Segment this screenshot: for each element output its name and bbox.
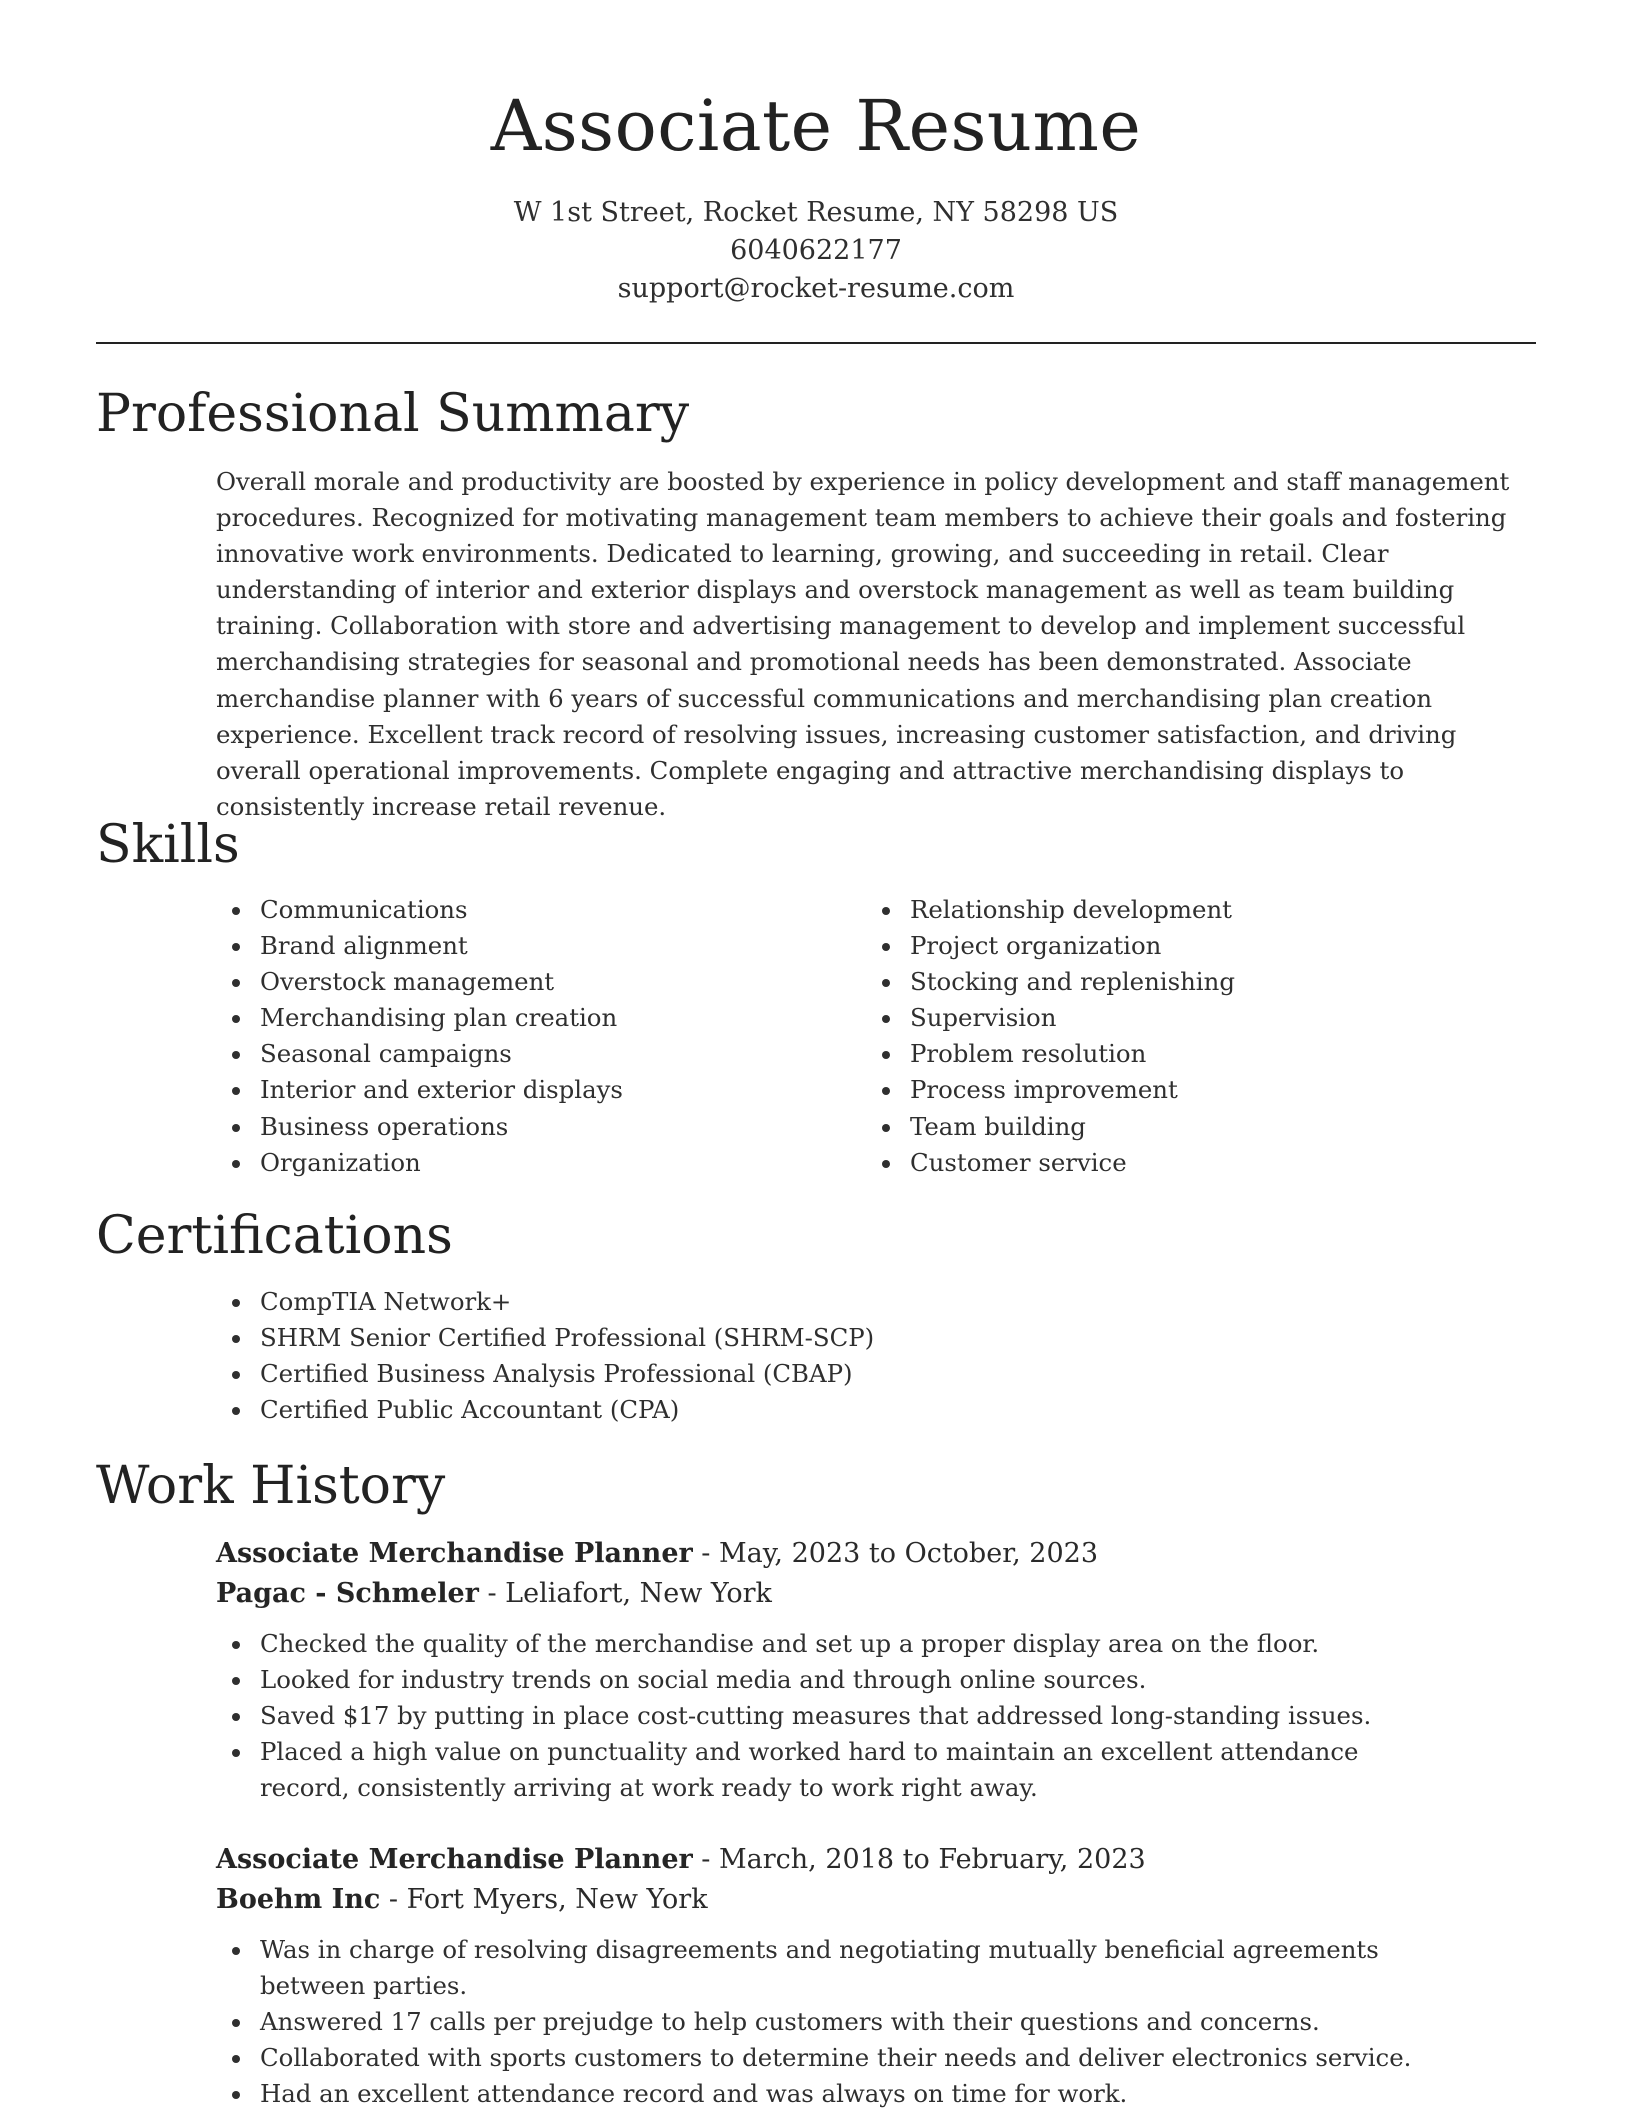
skill-item: Process improvement: [866, 1072, 1506, 1108]
job-duty: Answered 17 calls per prejudge to help customers with their questions and concerns.: [216, 2004, 1446, 2040]
job-location: - Fort Myers, New York: [380, 1884, 708, 1915]
certification-item: SHRM Senior Certified Professional (SHRM-SCP): [216, 1320, 1216, 1356]
job-duty: Had an excellent attendance record and was always on time for work.: [216, 2076, 1446, 2112]
skill-item: Problem resolution: [866, 1036, 1506, 1072]
skill-item: Customer service: [866, 1145, 1506, 1181]
job-title-line: [216, 1534, 1536, 1574]
job-company: Pagac - Schmeler: [216, 1578, 479, 1609]
skills-heading: Skills: [96, 815, 240, 875]
job-position: Associate Merchandise Planner: [216, 1844, 693, 1875]
skill-item: Seasonal campaigns: [216, 1036, 856, 1072]
job-duty: Placed a high value on punctuality and worked hard to maintain an excellent attendance record, consistently arriving at work ready to work right away.: [216, 1734, 1446, 1806]
resume-header: [0, 84, 1632, 308]
job-title-line: [216, 1840, 1536, 1880]
job-entry: [216, 1534, 1536, 1806]
skill-item: Project organization: [866, 928, 1506, 964]
skill-item: Stocking and replenishing: [866, 964, 1506, 1000]
job-duty: Collaborated with sports customers to determine their needs and deliver electronics service.: [216, 2040, 1446, 2076]
skill-item: Interior and exterior displays: [216, 1072, 856, 1108]
skill-item: Relationship development: [866, 892, 1506, 928]
summary-heading: Professional Summary: [96, 384, 690, 444]
job-company: Boehm Inc: [216, 1884, 381, 1915]
contact-address: W 1st Street, Rocket Resume, NY 58298 US: [513, 197, 1119, 228]
skill-item: Supervision: [866, 1000, 1506, 1036]
job-dates: - March, 2018 to February, 2023: [692, 1844, 1146, 1875]
summary-text: Overall morale and productivity are boosted by experience in policy development and staff management procedures. Recognized for motivating management team members to achieve their goals and fostering innovative work environments. Dedicated to learning, growing, and succeeding in retail. Clear understanding of interior and exterior displays and overstock management as well as team building training. Collaboration with store and advertising management to develop and implement successful merchandising strategies for seasonal and promotional needs has been demonstrated. Associate merchandise planner with 6 years of successful communications and merchandising plan creation experience. Excellent track record of resolving issues, increasing customer satisfaction, and driving overall operational improvements. Complete engaging and attractive merchandising displays to consistently increase retail revenue.: [216, 467, 1510, 821]
skill-item: Overstock management: [216, 964, 856, 1000]
skill-item: Merchandising plan creation: [216, 1000, 856, 1036]
job-duty: Saved $17 by putting in place cost-cutting measures that addressed long-standing issues.: [216, 1698, 1446, 1734]
resume-name: Associate Resume: [490, 85, 1142, 167]
job-duty: Was in charge of resolving disagreements and negotiating mutually beneficial agreements between parties.: [216, 1932, 1446, 2004]
certifications-list: [216, 1284, 1216, 1428]
work-history-heading: Work History: [96, 1456, 446, 1516]
skills-list-right: [866, 892, 1506, 1181]
job-company-line: [216, 1880, 1536, 1920]
skill-item: Brand alignment: [216, 928, 856, 964]
job-duties-list: [216, 1932, 1446, 2112]
skill-item: Team building: [866, 1109, 1506, 1145]
skill-item: Organization: [216, 1145, 856, 1181]
certification-item: Certified Business Analysis Professional (CBAP): [216, 1356, 1216, 1392]
job-duty: Looked for industry trends on social media and through online sources.: [216, 1662, 1446, 1698]
job-location: - Leliafort, New York: [478, 1578, 772, 1609]
job-company-line: [216, 1574, 1536, 1614]
skill-item: Communications: [216, 892, 856, 928]
job-position: Associate Merchandise Planner: [216, 1538, 693, 1569]
job-duty: Checked the quality of the merchandise and set up a proper display area on the floor.: [216, 1626, 1446, 1662]
contact-phone: 6040622177: [730, 235, 902, 266]
job-duties-list: [216, 1626, 1446, 1806]
contact-email: support@rocket-resume.com: [617, 273, 1015, 304]
certification-item: CompTIA Network+: [216, 1284, 1216, 1320]
header-divider: [96, 342, 1536, 344]
skills-list-left: [216, 892, 856, 1181]
certifications-heading: Certifications: [96, 1206, 453, 1266]
skill-item: Business operations: [216, 1109, 856, 1145]
certification-item: Certified Public Accountant (CPA): [216, 1392, 1216, 1428]
contact-info: [0, 194, 1632, 308]
job-entry: [216, 1840, 1536, 2112]
job-dates: - May, 2023 to October, 2023: [692, 1538, 1099, 1569]
